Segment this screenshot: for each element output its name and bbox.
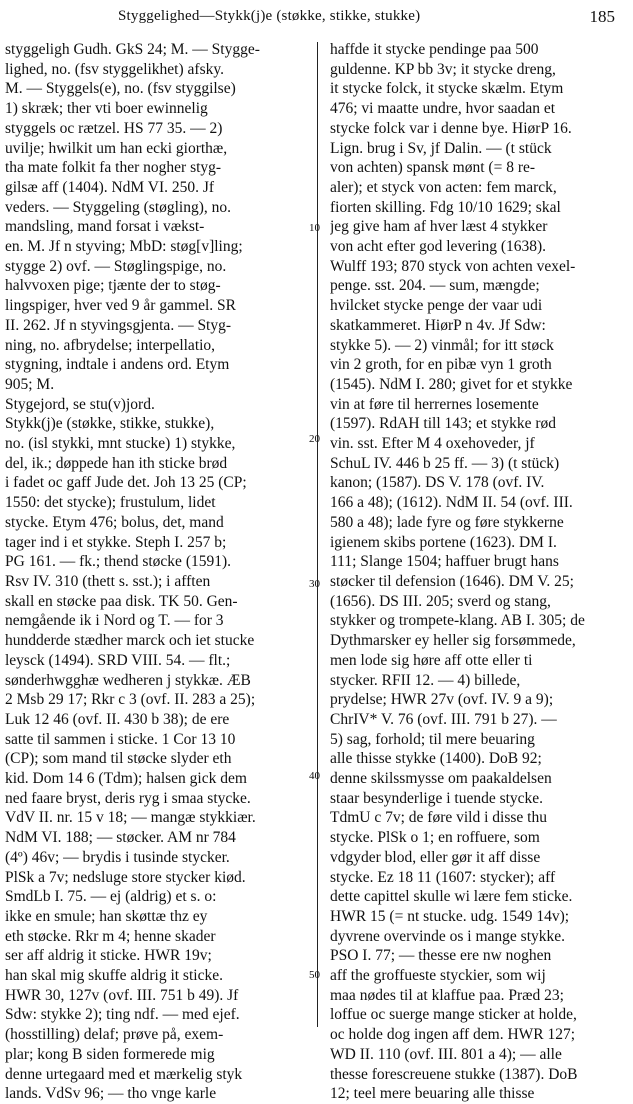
text-line: uvilje; hwilkit um han ecki giorthæ, xyxy=(5,139,228,157)
left-column xyxy=(5,40,305,1104)
text-line: vin at føre til herrernes losemente xyxy=(330,395,539,413)
text-line: vdgyder blod, eller gør it aff disse xyxy=(330,848,541,866)
text-line: lands. VdSv 96; — tho vnge karle xyxy=(5,1085,217,1103)
line-number-20: 20 xyxy=(309,433,320,445)
text-line: Rsv IV. 310 (thett s. sst.); i afften xyxy=(5,572,211,590)
text-line: kid. Dom 14 6 (Tdm); halsen gick dem xyxy=(5,770,247,788)
text-line: men lode sig høre aff otte eller ti xyxy=(330,651,533,669)
text-line: Stygejord, se stu(v)jord. xyxy=(5,395,155,413)
text-line: stycke. PlSk o 1; en roffuere, som xyxy=(330,829,540,847)
text-line: tager ind i et stykke. Steph I. 257 b; xyxy=(5,533,227,551)
line-number-10: 10 xyxy=(309,222,320,234)
text-line: TdmU c 7v; de føre vild i disse thu xyxy=(330,809,547,827)
text-line: 1) skræk; ther vti boer ewinnelig xyxy=(5,100,208,118)
text-line: ChrIV* V. 76 (ovf. III. 791 b 27). — xyxy=(330,710,557,728)
text-line: en. M. Jf n styving; MbD: støg[v]ling; xyxy=(5,238,243,256)
text-line: (4º) 46v; — brydis i tusinde stycker. xyxy=(5,848,230,866)
line-number-30: 30 xyxy=(309,578,320,590)
text-line: von achten) spansk mønt (= 8 re- xyxy=(330,159,536,177)
text-line: PSO I. 77; — thesse ere nw noghen xyxy=(330,947,552,965)
text-line: (1545). NdM I. 280; givet for et stykke xyxy=(330,375,573,393)
text-line: Dythmarsker ey heller sig forsømmede, xyxy=(330,632,576,650)
text-line: gilsæ aff (1404). NdM VI. 250. Jf xyxy=(5,178,215,196)
text-line: (1597). RdAH till 143; et stykke rød xyxy=(330,415,557,433)
text-line: II. 262. Jf n styvingsgjenta. — Styg- xyxy=(5,316,232,334)
text-line: aff the groffueste styckier, som wij xyxy=(330,967,546,985)
text-line: denne urtegaard med et mærkelig styk xyxy=(5,1065,243,1083)
text-line: plar; kong B siden formerede mig xyxy=(5,1045,215,1063)
column-divider xyxy=(317,42,318,1027)
text-line: denne skilssmysse om paakaldelsen xyxy=(330,770,552,788)
text-line: styggeligh Gudh. GkS 24; M. — Stygge- xyxy=(5,41,260,58)
text-line: hundderde stædher marck och iet stucke xyxy=(5,632,255,650)
text-line: i fadet oc gaff Jude det. Joh 13 25 (CP; xyxy=(5,474,247,492)
text-line: penge. sst. 204. — sum, mængde; xyxy=(330,277,540,295)
text-line: loffue oc suerge mange sticker at holde, xyxy=(330,1006,577,1024)
text-line: stykker og trompete-klang. AB I. 305; de xyxy=(330,612,585,630)
text-line: HWR 15 (= nt stucke. udg. 1549 14v); xyxy=(330,907,570,925)
text-line: eth støcke. Rkr m 4; henne skader xyxy=(5,927,216,945)
text-line: støcker til defension (1646). DM V. 25; xyxy=(330,572,574,590)
text-line: halvvoxen pige; tjænte der to støg- xyxy=(5,277,221,295)
text-line: (hosstilling) delaf; prøve på, exem- xyxy=(5,1026,224,1044)
text-line: ned faare bryst, deris ryg i smaa stycke. xyxy=(5,789,251,807)
text-line: styggels oc rætzel. HS 77 35. — 2) xyxy=(5,119,223,137)
text-line: Sdw: stykke 2); ting ndf. — med ejef. xyxy=(5,1006,240,1024)
text-line: alle thisse stykke (1400). DoB 92; xyxy=(330,750,542,768)
text-line: maa nødes til at klaffue paa. Præd 23; xyxy=(330,986,564,1004)
text-line: stykke 5). — 2) vinmål; for itt støck xyxy=(330,336,554,354)
text-line: 111; Slange 1504; haffuer brugt hans xyxy=(330,553,559,571)
text-line: guldenne. KP bb 3v; it stycke dreng, xyxy=(330,60,556,78)
text-line: jeg give ham af hver læst 4 stykker xyxy=(330,218,548,236)
text-line: 580 a 48); lade fyre og føre stykkerne xyxy=(330,513,564,531)
text-line: stycke. Etym 476; bolus, det, mand xyxy=(5,513,224,531)
text-line: 12; teel mere beuaring alle thisse xyxy=(330,1085,535,1103)
page-number: 185 xyxy=(589,7,615,26)
text-line: HWR 30, 127v (ovf. III. 751 b 49). Jf xyxy=(5,986,239,1004)
text-line: kanon; (1587). DS V. 178 (ovf. IV. xyxy=(330,474,545,492)
text-line: tha mate folkit fa ther nogher styg- xyxy=(5,159,222,177)
text-line: leysck (1494). SRD VIII. 54. — flt.; xyxy=(5,651,231,669)
text-line: mandsling, mand forsat i vækst- xyxy=(5,218,205,236)
text-line: han skal mig skuffe aldrig it sticke. xyxy=(5,967,223,985)
page-header xyxy=(0,8,633,30)
text-line: prydelse; HWR 27v (ovf. IV. 9 a 9); xyxy=(330,691,554,709)
running-title: Styggelighed—Stykk(j)e (støkke, stikke, stukke) xyxy=(118,8,421,24)
text-line: igienem skibs portene (1623). DM I. xyxy=(330,533,557,551)
text-line: VdV II. nr. 15 v 18; — mangæ stykkiær. xyxy=(5,809,256,827)
text-line: it stycke folck, it stycke skælm. Etym xyxy=(330,80,564,98)
right-column xyxy=(330,40,625,1104)
text-line: (CP); som mand til støcke slyder eth xyxy=(5,750,232,768)
text-line: oc holde dog ingen aff dem. HWR 127; xyxy=(330,1026,576,1044)
text-line: Luk 12 46 (ovf. II. 430 b 38); de ere xyxy=(5,710,230,728)
text-line: thesse forescreuene stukke (1387). DoB xyxy=(330,1065,578,1083)
text-line: SmdLb I. 75. — ej (aldrig) et s. o: xyxy=(5,888,217,906)
text-line: PlSk a 7v; nedsluge store stycker kiød. xyxy=(5,868,246,886)
text-line: lingspiger, hver ved 9 år gammel. SR xyxy=(5,297,236,315)
text-line: ser aff aldrig it sticke. HWR 19v; xyxy=(5,947,212,965)
text-line: hvilcket stycke penge der vaar udi xyxy=(330,297,543,315)
text-line: 2 Msb 29 17; Rkr c 3 (ovf. II. 283 a 25); xyxy=(5,691,256,709)
text-line: vin 2 groth, for en pibæ vyn 1 groth xyxy=(330,356,552,374)
line-number-40: 40 xyxy=(309,770,320,782)
text-line: 5) sag, forhold; til mere beuaring xyxy=(330,730,535,748)
text-line: (1656). DS III. 205; sverd og stang, xyxy=(330,592,551,610)
text-line: 905; M. xyxy=(5,375,55,393)
text-line: veders. — Styggeling (støgling), no. xyxy=(5,198,232,216)
text-line: ning, no. afbrydelse; interpellatio, xyxy=(5,336,216,354)
text-line: sønderhwgghæ wedheren j stykkæ. ÆB xyxy=(5,671,251,689)
text-line: satte til sammen i sticke. 1 Cor 13 10 xyxy=(5,730,236,748)
text-line: WD II. 110 (ovf. III. 801 a 4); — alle xyxy=(330,1045,562,1063)
text-line: fiorten skilling. Fdg 10/10 1629; skal xyxy=(330,198,561,216)
text-line: dyvrene overvinde os i mange stykke. xyxy=(330,927,566,945)
text-line: skall en støcke paa disk. TK 50. Gen- xyxy=(5,592,238,610)
text-line: 166 a 48); (1612). NdM II. 54 (ovf. III. xyxy=(330,494,573,512)
text-line: stycke folck var i denne bye. HiørP 16. xyxy=(330,119,572,137)
text-line: lighed, no. (fsv styggelikhet) afsky. xyxy=(5,60,224,78)
text-line: staar besynderlige i tuende stycke. xyxy=(330,789,544,807)
text-line: aler); et styck von acten: fem marck, xyxy=(330,178,557,196)
text-line: stygge 2) ovf. — Støglingspige, no. xyxy=(5,257,227,275)
text-line: Lign. brug i Sv, jf Dalin. — (t stück xyxy=(330,139,552,157)
text-line: NdM VI. 188; — støcker. AM nr 784 xyxy=(5,829,236,847)
text-line: Stykk(j)e (støkke, stikke, stukke), xyxy=(5,415,215,433)
text-line: no. (isl stykki, mnt stucke) 1) stykke, xyxy=(5,435,236,453)
text-line: haffde it stycke pendinge paa 500 xyxy=(330,41,539,58)
text-line: dette capittel skulle wi lære fem sticke. xyxy=(330,888,573,906)
text-line: stycke. Ez 18 11 (1607: stycker); aff xyxy=(330,868,556,886)
text-line: SchuL IV. 446 b 25 ff. — 3) (t stück) xyxy=(330,454,560,472)
text-line: del, ik.; døppede han ith sticke brød xyxy=(5,454,228,472)
line-number-50: 50 xyxy=(309,969,320,981)
text-line: 1550: det stycke); frustulum, lidet xyxy=(5,494,216,512)
text-line: stygning, indtale i andens ord. Etym xyxy=(5,356,230,374)
text-line: Wulff 193; 870 styck von achten vexel- xyxy=(330,257,576,275)
text-line: von acht efter god levering (1638). xyxy=(330,238,547,256)
text-line: skatkammeret. HiørP n 4v. Jf Sdw: xyxy=(330,316,546,334)
text-line: M. — Styggels(e), no. (fsv styggilse) xyxy=(5,80,236,98)
text-line: stycker. RFII 12. — 4) billede, xyxy=(330,671,521,689)
text-line: ikke en smule; han skøttæ thz ey xyxy=(5,907,208,925)
text-line: nemgående ik i Nord og T. — for 3 xyxy=(5,612,224,630)
text-line: vin. sst. Efter M 4 oxehoveder, jf xyxy=(330,435,535,453)
text-line: PG 161. — fk.; thend støcke (1591). xyxy=(5,553,232,571)
text-line: 476; vi maatte undre, hvor saadan et xyxy=(330,100,556,118)
